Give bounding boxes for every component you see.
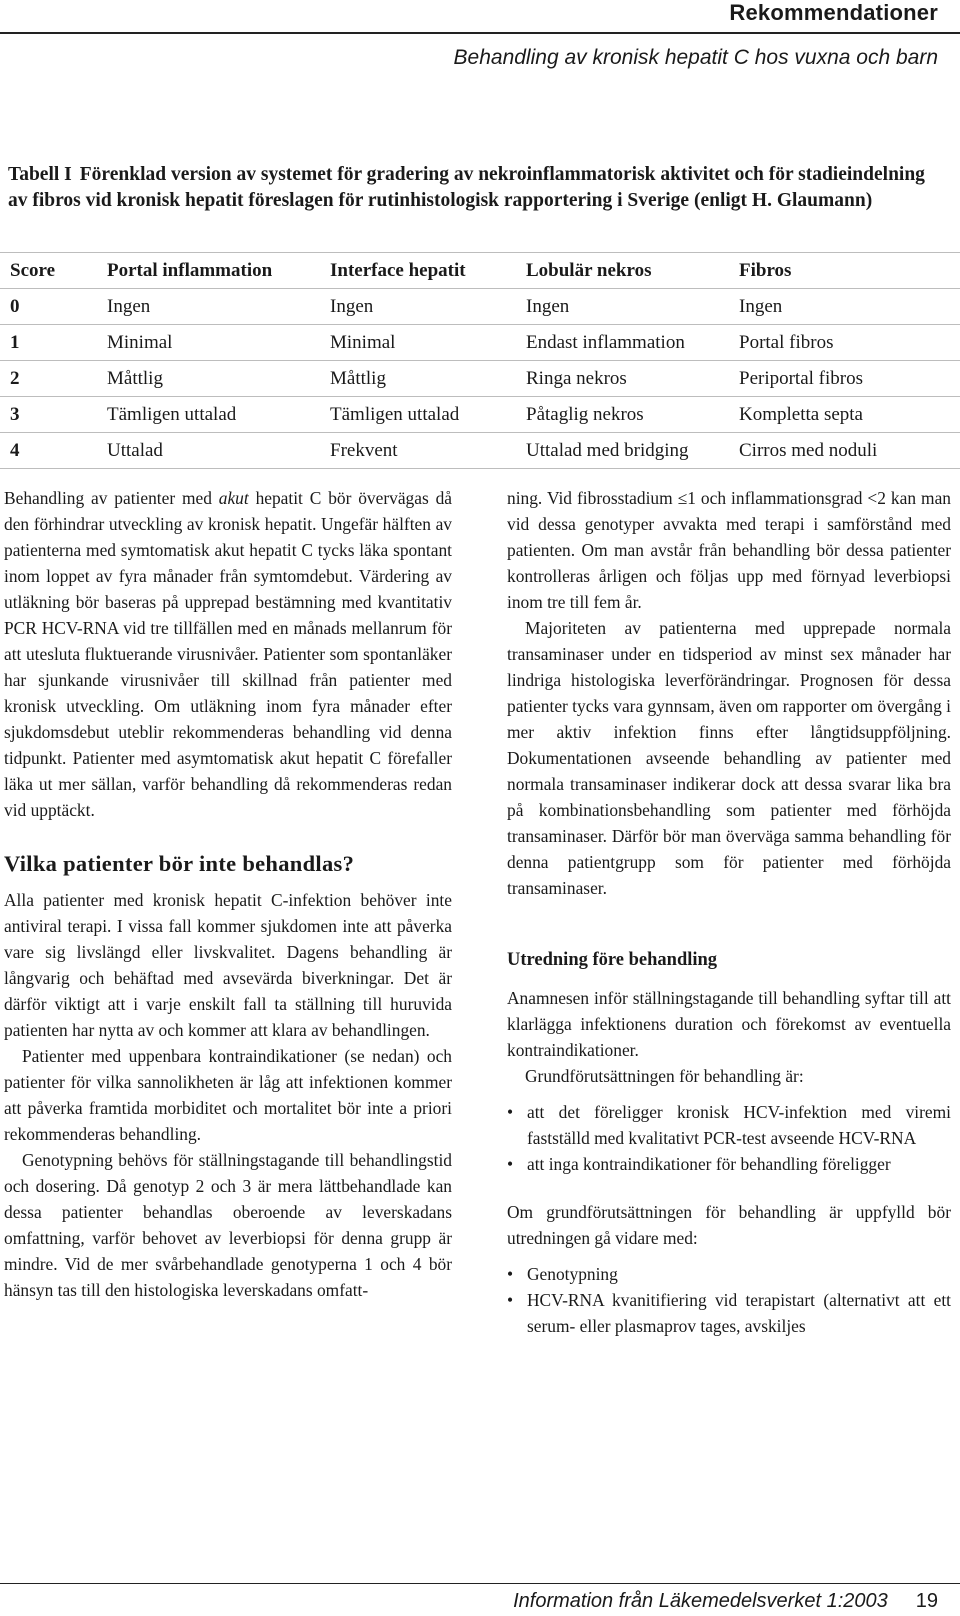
bullet-icon: • (507, 1290, 514, 1310)
paragraph-text: hepatit C bör övervägas då den förhindrar utveckling av kronisk hepatit. Ungefär hälften av patienterna med symtomatisk akut hepatit C tycks läka spontant inom loppet av fyra månader från symtomdebut. Värdering av utläkning bör baseras på upprepad bestämning med kvantitativ PCR HCV-RNA vid tre tillfällen med en månads mellanrum för att utesluta fluktuerande virusnivåer. Patienter som spontanläker har sjunkande virusnivåer till skillnad från patienter med kronisk utveckling. Om utläkning inom fyra månader efter sjukdomsdebut uteblir rekommenderas behandling vid denna tidpunkt. Patienter med asymtomatisk akut hepatit C förefaller läka ut mer sällan, varför behandling då rekommenderas redan vid upptäckt. (4, 488, 452, 820)
table-caption-text: Förenklad version av systemet för gradering av nekroinflammatorisk aktivitet och för stadieindelning av fibros vid kronisk hepatit föreslagen för rutinhistologisk rapportering i Sverige (enligt H. Glaumann) (8, 164, 925, 211)
table-header-row (0, 253, 960, 289)
col-header-fibros: Fibros (729, 253, 960, 289)
table-row (0, 289, 960, 325)
score-cell: 0 (0, 289, 97, 325)
paragraph: Genotypning behövs för ställningstagande till behandlingstid och dosering. Då genotyp 2 och 3 är mera lättbehandlade kan dessa patienter behandlas oberoende av leverskadans omfattning, varför behovet av leverbiopsi för denna grupp är mindre. Vid de mer svårbehandlade genotyperna 1 och 4 bör hänsyn tas till den histologiska leverskadans omfatt- (4, 1150, 452, 1300)
document-title: Behandling av kronisk hepatit C hos vuxna och barn (453, 46, 938, 69)
paragraph: Patienter med uppenbara kontraindikationer (se nedan) och patienter för vilka sannolikheten är låg att infektionen kommer att påverka framtida morbiditet och mortalitet bör inte a priori rekommenderas behandling. (4, 1046, 452, 1144)
grading-table (0, 252, 960, 469)
score-cell: 1 (0, 325, 97, 361)
table-cell: Uttalad (97, 433, 320, 469)
score-cell: 2 (0, 361, 97, 397)
table-cell: Ingen (729, 289, 960, 325)
table-cell: Minimal (320, 325, 516, 361)
publication-name: Information från Läkemedelsverket 1:2003 (513, 1590, 888, 1612)
table-row (0, 433, 960, 469)
score-cell: 4 (0, 433, 97, 469)
table-number: Tabell I (8, 164, 72, 185)
heading-which-not-treat: Vilka patienter bör inte behandlas? (4, 851, 355, 876)
table-cell: Tämligen uttalad (97, 397, 320, 433)
table-cell: Ingen (320, 289, 516, 325)
paragraph: Anamnesen inför ställningstagande till behandling syftar till att klarlägga infektionens duration och förekomst av eventuella kontraindikationer. (507, 988, 951, 1060)
paragraph: ning. Vid fibrosstadium ≤1 och inflammationsgrad <2 kan man vid dessa genotyper avvakta med terapi i samförstånd med patienten. Om man avstår från behandling bör dessa patienter kontrolleras årligen och följas upp med förnyad leverbiopsi inom tre till fem år. (507, 488, 951, 612)
table-cell: Kompletta septa (729, 397, 960, 433)
col-header-portal-inflammation: Portal inflammation (97, 253, 320, 289)
col-header-lobular-nekros: Lobulär nekros (516, 253, 729, 289)
table-cell: Portal fibros (729, 325, 960, 361)
col-header-score: Score (0, 253, 97, 289)
header-rule (0, 32, 960, 34)
bullet-list-investigation (507, 1261, 951, 1339)
paragraph: Grundförutsättningen för behandling är: (525, 1066, 804, 1086)
list-item-text: Genotypning (527, 1264, 618, 1284)
section-label: Rekommendationer (729, 0, 938, 25)
table-cell: Minimal (97, 325, 320, 361)
table-caption (8, 162, 948, 214)
list-item-text: att det föreligger kronisk HCV-infektion med viremi fastställd med kvalitativt PCR-test avseende HCV-RNA (527, 1102, 951, 1148)
table-cell: Frekvent (320, 433, 516, 469)
table-cell: Endast inflammation (516, 325, 729, 361)
bullet-icon: • (507, 1264, 514, 1284)
table-cell: Uttalad med bridging (516, 433, 729, 469)
table-cell: Ingen (97, 289, 320, 325)
col-header-interface-hepatit: Interface hepatit (320, 253, 516, 289)
table-cell: Cirros med noduli (729, 433, 960, 469)
list-item-text: att inga kontraindikationer för behandling föreligger (527, 1154, 891, 1174)
table-cell: Tämligen uttalad (320, 397, 516, 433)
right-column (507, 485, 951, 1339)
footer-rule (0, 1583, 960, 1584)
footer (513, 1590, 938, 1613)
table-cell: Ingen (516, 289, 729, 325)
list-item (507, 1099, 951, 1151)
table-cell: Måttlig (97, 361, 320, 397)
paragraph: Alla patienter med kronisk hepatit C-infektion behöver inte antiviral terapi. I vissa fall kommer sjukdomen inte att påverka vare sig livslängd eller livskvalitet. Dagens behandling är långvarig och behäftad med avsevärda biverkningar. Det är därför viktigt att i varje enskilt fall ta ställning till huruvida patienten har nytta av och kommer att klara av behandlingen. (4, 890, 452, 1040)
table-row (0, 361, 960, 397)
paragraph-text: Behandling av patienter med (4, 488, 219, 508)
list-item (507, 1261, 951, 1287)
table-row (0, 397, 960, 433)
list-item-text: HCV-RNA kvanitifiering vid terapistart (alternativt att ett serum- eller plasmaprov tages, avskiljes (527, 1290, 951, 1336)
table-cell: Ringa nekros (516, 361, 729, 397)
list-item (507, 1151, 951, 1177)
page-number: 19 (915, 1590, 938, 1612)
emphasis-akut: akut (218, 488, 249, 508)
table-cell: Måttlig (320, 361, 516, 397)
table-row (0, 325, 960, 361)
bullet-icon: • (507, 1154, 514, 1174)
left-column (4, 485, 452, 1303)
heading-utredning: Utredning före behandling (507, 950, 718, 970)
list-item (507, 1287, 951, 1339)
table-cell: Periportal fibros (729, 361, 960, 397)
table-cell: Påtaglig nekros (516, 397, 729, 433)
bullet-icon: • (507, 1102, 514, 1122)
bullet-list-prerequisites (507, 1099, 951, 1177)
paragraph: Majoriteten av patienterna med upprepade normala transaminaser under en tidsperiod av minst sex månader har lindriga histologiska leverförändringar. Prognosen för dessa patienter tycks vara gynnsam, även om rapporter om övergång i mer aktiv infektion finns efter långtidsuppföljning. Dokumentationen avseende behandling av patienter med normala transaminaser indikerar dock att dessa svarar lika bra på kombinationsbehandling som patienter med förhöjda transaminaser. Därför bör man överväga samma behandling för denna patientgrupp som för patienter med förhöjda transaminaser. (507, 618, 951, 898)
score-cell: 3 (0, 397, 97, 433)
paragraph: Om grundförutsättningen för behandling är uppfylld bör utredningen gå vidare med: (507, 1202, 951, 1248)
paragraph-acute-hepatitis (4, 485, 452, 823)
